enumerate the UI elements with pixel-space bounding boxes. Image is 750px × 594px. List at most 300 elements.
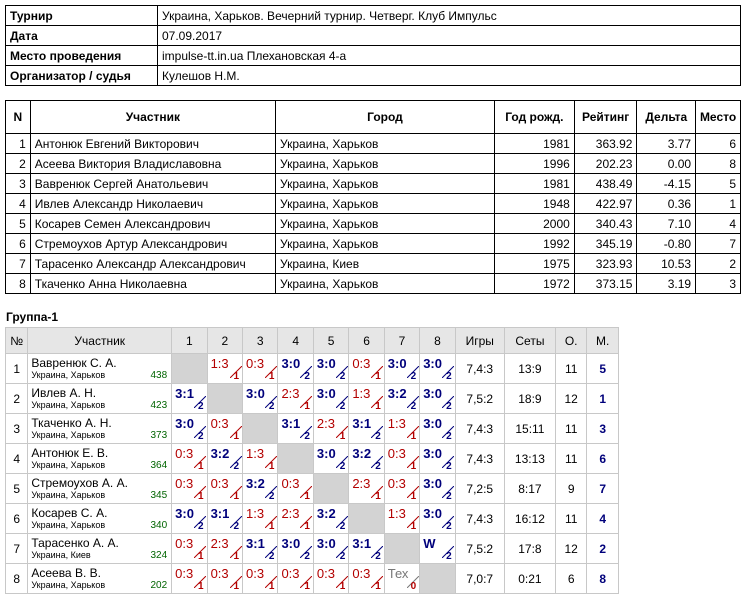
participant-cell: 2 — [696, 254, 741, 274]
match-score: 3:0 — [281, 536, 301, 551]
match-result-cell — [172, 534, 207, 564]
points-cell: 6 — [555, 564, 586, 594]
match-result-cell — [384, 444, 419, 474]
info-key: Организатор / судья — [6, 66, 158, 86]
match-points: 2 — [339, 521, 346, 532]
match-result-cell — [243, 504, 278, 534]
participant-cell: Косарев Семен Александрович — [30, 214, 275, 234]
participant-cell: 438.49 — [574, 174, 637, 194]
match-points: 1 — [268, 461, 275, 472]
group-header-cell: 2 — [207, 328, 242, 354]
participant-row — [6, 274, 741, 294]
match-result-cell — [172, 564, 207, 594]
participant-cell: Украина, Киев — [275, 254, 494, 274]
match-result-cell — [384, 384, 419, 414]
player-rating: 202 — [150, 580, 168, 591]
match-result-cell — [172, 474, 207, 504]
match-result-cell — [313, 444, 348, 474]
participant-cell: Асеева Виктория Владиславовна — [30, 154, 275, 174]
match-result-cell — [349, 414, 384, 444]
player-city: Украина, Харьков — [31, 460, 106, 470]
match-result-cell — [278, 534, 313, 564]
match-result-cell — [420, 444, 455, 474]
participant-cell: Тарасенко Александр Александрович — [30, 254, 275, 274]
player-city: Украина, Харьков — [31, 430, 106, 440]
group-row — [6, 444, 619, 474]
match-result-cell — [349, 354, 384, 384]
match-score: 0:3 — [246, 356, 265, 371]
match-score: 3:1 — [281, 416, 301, 431]
participant-cell: 1 — [6, 134, 31, 154]
participant-cell: 1975 — [494, 254, 574, 274]
match-score: 3:1 — [352, 536, 372, 551]
match-result-cell — [207, 534, 242, 564]
group-header-cell: Участник — [28, 328, 172, 354]
group-results-table — [5, 327, 619, 594]
games-cell: 7,5:2 — [455, 534, 504, 564]
match-points: 2 — [304, 371, 310, 382]
group-row-number: 2 — [6, 384, 28, 414]
games-cell: 7,0:7 — [455, 564, 504, 594]
participant-cell: Ткаченко Анна Николаевна — [30, 274, 275, 294]
participant-cell: Антонюк Евгений Викторович — [30, 134, 275, 154]
match-points: 2 — [339, 401, 346, 412]
match-score: 3:2 — [387, 386, 407, 401]
match-points: 2 — [198, 401, 204, 412]
participant-cell: Стремоухов Артур Александрович — [30, 234, 275, 254]
match-score: 3:0 — [387, 356, 407, 371]
sets-cell: 15:11 — [504, 414, 555, 444]
group-header-cell: Сеты — [504, 328, 555, 354]
sets-cell: 0:21 — [504, 564, 555, 594]
match-result-cell — [278, 354, 313, 384]
match-score: 0:3 — [387, 446, 406, 461]
info-row — [6, 66, 741, 86]
games-cell: 7,4:3 — [455, 444, 504, 474]
match-score: 0:3 — [210, 476, 229, 491]
match-score: 2:3 — [352, 476, 371, 491]
match-points: 1 — [410, 431, 417, 442]
participant-cell: 3 — [6, 174, 31, 194]
games-cell: 7,5:2 — [455, 384, 504, 414]
participant-cell: 7 — [6, 254, 31, 274]
participant-cell: Ивлев Александр Николаевич — [30, 194, 275, 214]
participant-cell: 373.15 — [574, 274, 637, 294]
match-points: 2 — [446, 461, 452, 472]
player-rating: 340 — [150, 520, 168, 531]
match-score: 3:2 — [352, 446, 372, 461]
place-cell: 1 — [587, 384, 619, 414]
diagonal-cell — [349, 504, 384, 534]
match-result-cell — [313, 534, 348, 564]
player-rating: 373 — [150, 430, 168, 441]
participant-cell: 1972 — [494, 274, 574, 294]
group-header-cell: М. — [587, 328, 619, 354]
match-score: 0:3 — [210, 416, 229, 431]
place-cell: 4 — [587, 504, 619, 534]
sets-cell: 18:9 — [504, 384, 555, 414]
match-result-cell — [420, 504, 455, 534]
group-header-cell: 5 — [313, 328, 348, 354]
match-score: 1:3 — [246, 506, 265, 521]
match-points: 1 — [268, 581, 275, 592]
match-points: 1 — [304, 401, 310, 412]
place-cell: 2 — [587, 534, 619, 564]
match-points: 2 — [304, 431, 310, 442]
match-result-cell — [243, 444, 278, 474]
participant-row — [6, 214, 741, 234]
group-row-number: 1 — [6, 354, 28, 384]
match-score: 1:3 — [387, 506, 406, 521]
match-result-cell — [349, 474, 384, 504]
match-points: 1 — [375, 491, 381, 502]
points-cell: 12 — [555, 534, 586, 564]
match-score: 1:3 — [246, 446, 265, 461]
participant-cell: Украина, Харьков — [275, 214, 494, 234]
match-points: 0 — [410, 581, 417, 592]
match-score: 1:3 — [387, 416, 406, 431]
participant-cell: Украина, Харьков — [275, 134, 494, 154]
group-row — [6, 354, 619, 384]
player-rating: 423 — [150, 400, 168, 411]
match-score: 3:1 — [246, 536, 265, 551]
participants-header-cell: Дельта — [637, 101, 696, 134]
info-value: impulse-tt.in.ua Плехановская 4-а — [158, 46, 741, 66]
match-points: 1 — [304, 491, 310, 502]
participant-cell: 0.36 — [637, 194, 696, 214]
group-title: Группа-1 — [6, 310, 59, 324]
player-name: Вавренюк С. А. — [31, 356, 117, 370]
sets-cell: 13:9 — [504, 354, 555, 384]
match-result-cell — [278, 384, 313, 414]
match-result-cell — [243, 564, 278, 594]
match-score: 0:3 — [175, 476, 194, 491]
participants-header-row — [6, 101, 741, 134]
match-result-cell — [207, 444, 242, 474]
group-player-cell — [28, 534, 172, 564]
group-row — [6, 504, 619, 534]
participants-header-cell: Участник — [30, 101, 275, 134]
games-cell: 7,4:3 — [455, 504, 504, 534]
place-cell: 5 — [587, 354, 619, 384]
match-result-cell — [172, 414, 207, 444]
match-result-cell — [207, 474, 242, 504]
group-header-row — [6, 328, 619, 354]
match-result-cell — [313, 414, 348, 444]
group-player-cell — [28, 414, 172, 444]
participant-cell: 6 — [696, 134, 741, 154]
participant-cell: 2 — [6, 154, 31, 174]
match-score: 3:0 — [423, 446, 442, 461]
match-points: 2 — [446, 371, 452, 382]
player-city: Украина, Харьков — [31, 580, 106, 590]
participant-cell: 1948 — [494, 194, 574, 214]
match-result-cell — [243, 354, 278, 384]
group-header-cell: Игры — [455, 328, 504, 354]
match-score: 3:0 — [316, 536, 336, 551]
participant-cell: Украина, Харьков — [275, 154, 494, 174]
match-score: 3:0 — [316, 446, 336, 461]
match-result-cell — [349, 534, 384, 564]
match-score: 2:3 — [281, 506, 300, 521]
participant-cell: 1996 — [494, 154, 574, 174]
participant-cell: 363.92 — [574, 134, 637, 154]
participant-cell: 8 — [696, 154, 741, 174]
match-score: 0:3 — [352, 356, 371, 371]
match-score: 3:0 — [246, 386, 265, 401]
participant-cell: 8 — [6, 274, 31, 294]
participant-cell: 7.10 — [637, 214, 696, 234]
games-cell: 7,2:5 — [455, 474, 504, 504]
group-header-cell: 8 — [420, 328, 455, 354]
player-city: Украина, Харьков — [31, 370, 106, 380]
match-points: 1 — [410, 491, 417, 502]
group-row-number: 3 — [6, 414, 28, 444]
participants-header-cell: N — [6, 101, 31, 134]
participants-header-cell: Место — [696, 101, 741, 134]
match-result-cell — [420, 534, 455, 564]
match-result-cell — [420, 354, 455, 384]
group-header-cell: 7 — [384, 328, 419, 354]
match-score: 3:0 — [316, 356, 336, 371]
match-score: 3:0 — [423, 506, 442, 521]
match-points: 1 — [268, 521, 275, 532]
participants-header-cell: Год рожд. — [494, 101, 574, 134]
match-score: 0:3 — [281, 476, 300, 491]
match-points: 2 — [304, 551, 310, 562]
participant-cell: 10.53 — [637, 254, 696, 274]
match-points: 2 — [410, 401, 417, 412]
info-row — [6, 46, 741, 66]
match-points: 1 — [233, 431, 240, 442]
match-points: 2 — [268, 551, 275, 562]
group-header-cell: № — [6, 328, 28, 354]
participant-cell: Украина, Харьков — [275, 174, 494, 194]
match-points: 2 — [375, 461, 381, 472]
match-points: 2 — [446, 551, 452, 562]
player-city: Украина, Харьков — [31, 400, 106, 410]
info-value: 07.09.2017 — [158, 26, 741, 46]
match-points: 2 — [198, 521, 204, 532]
participant-cell: 4 — [696, 214, 741, 234]
match-result-cell — [172, 504, 207, 534]
info-row — [6, 6, 741, 26]
match-result-cell — [420, 474, 455, 504]
games-cell: 7,4:3 — [455, 354, 504, 384]
match-result-cell — [420, 384, 455, 414]
place-cell: 3 — [587, 414, 619, 444]
match-points: 1 — [375, 581, 381, 592]
group-row-number: 6 — [6, 504, 28, 534]
group-header-cell: 4 — [278, 328, 313, 354]
info-key: Дата — [6, 26, 158, 46]
info-key: Место проведения — [6, 46, 158, 66]
match-points: 2 — [446, 491, 452, 502]
sets-cell: 13:13 — [504, 444, 555, 474]
info-key: Турнир — [6, 6, 158, 26]
match-score: 2:3 — [281, 386, 300, 401]
match-score: 3:1 — [175, 386, 194, 401]
match-points: 1 — [410, 521, 417, 532]
player-name: Тарасенко А. А. — [31, 536, 119, 550]
match-score: 3:0 — [281, 356, 301, 371]
player-city: Украина, Киев — [31, 550, 91, 560]
points-cell: 11 — [555, 414, 586, 444]
group-player-cell — [28, 444, 172, 474]
participant-cell: 3 — [696, 274, 741, 294]
group-row-number: 5 — [6, 474, 28, 504]
match-result-cell — [384, 504, 419, 534]
match-result-cell — [384, 414, 419, 444]
match-result-cell — [420, 414, 455, 444]
participant-cell: 7 — [696, 234, 741, 254]
group-row — [6, 534, 619, 564]
match-points: 2 — [446, 431, 452, 442]
group-header-cell: 6 — [349, 328, 384, 354]
match-points: 1 — [304, 521, 310, 532]
participant-cell: 1981 — [494, 134, 574, 154]
match-points: 1 — [233, 551, 240, 562]
match-score: 3:2 — [316, 506, 336, 521]
match-score: Тех — [387, 566, 409, 581]
points-cell: 9 — [555, 474, 586, 504]
match-result-cell — [313, 504, 348, 534]
match-points: 1 — [233, 581, 240, 592]
match-points: 1 — [268, 371, 275, 382]
participant-cell: 345.19 — [574, 234, 637, 254]
participant-cell: 3.77 — [637, 134, 696, 154]
group-row — [6, 564, 619, 594]
sets-cell: 17:8 — [504, 534, 555, 564]
match-score: 0:3 — [175, 566, 194, 581]
match-result-cell — [349, 384, 384, 414]
diagonal-cell — [207, 384, 242, 414]
diagonal-cell — [172, 354, 207, 384]
match-score: 2:3 — [316, 416, 335, 431]
place-cell: 7 — [587, 474, 619, 504]
match-result-cell — [278, 504, 313, 534]
points-cell: 11 — [555, 354, 586, 384]
match-points: 2 — [446, 521, 452, 532]
match-points: 1 — [375, 371, 381, 382]
tournament-info-table — [5, 5, 741, 86]
participants-header-cell: Город — [275, 101, 494, 134]
participant-cell: Украина, Харьков — [275, 274, 494, 294]
group-header-cell: О. — [555, 328, 586, 354]
match-result-cell — [207, 414, 242, 444]
match-score: 3:1 — [352, 416, 372, 431]
participant-cell: -0.80 — [637, 234, 696, 254]
group-row-number: 8 — [6, 564, 28, 594]
place-cell: 8 — [587, 564, 619, 594]
match-score: 3:0 — [316, 386, 336, 401]
match-result-cell — [207, 564, 242, 594]
player-name: Косарев С. А. — [31, 506, 108, 520]
group-row — [6, 414, 619, 444]
match-points: 2 — [446, 401, 452, 412]
match-points: 1 — [198, 581, 204, 592]
group-row — [6, 474, 619, 504]
player-rating: 324 — [150, 550, 168, 561]
match-score: 3:2 — [246, 476, 265, 491]
match-points: 1 — [198, 491, 204, 502]
participant-cell: 6 — [6, 234, 31, 254]
player-city: Украина, Харьков — [31, 520, 106, 530]
participant-row — [6, 174, 741, 194]
participant-cell: Украина, Харьков — [275, 194, 494, 214]
participants-table — [5, 100, 741, 294]
match-score: 0:3 — [246, 566, 265, 581]
player-name: Стремоухов А. А. — [31, 476, 128, 490]
match-score: 0:3 — [175, 446, 194, 461]
match-result-cell — [384, 474, 419, 504]
match-score: 3:0 — [175, 506, 194, 521]
points-cell: 11 — [555, 444, 586, 474]
match-score: 0:3 — [316, 566, 335, 581]
match-score: 3:0 — [423, 386, 442, 401]
participant-cell: 323.93 — [574, 254, 637, 274]
participant-row — [6, 194, 741, 214]
match-score: 3:0 — [423, 416, 442, 431]
match-points: 2 — [339, 461, 346, 472]
player-name: Асеева В. В. — [31, 566, 101, 580]
place-cell: 6 — [587, 444, 619, 474]
group-player-cell — [28, 354, 172, 384]
diagonal-cell — [243, 414, 278, 444]
match-score: 3:0 — [423, 356, 442, 371]
match-result-cell — [243, 474, 278, 504]
participants-header-cell: Рейтинг — [574, 101, 637, 134]
games-cell: 7,4:3 — [455, 414, 504, 444]
match-result-cell — [172, 444, 207, 474]
match-result-cell — [313, 354, 348, 384]
match-points: 1 — [410, 461, 417, 472]
participant-row — [6, 154, 741, 174]
match-points: 1 — [339, 581, 346, 592]
group-row-number: 4 — [6, 444, 28, 474]
match-result-cell — [243, 384, 278, 414]
match-points: 2 — [268, 491, 275, 502]
info-value: Кулешов Н.М. — [158, 66, 741, 86]
match-points: 2 — [339, 371, 346, 382]
player-name: Антонюк Е. В. — [31, 446, 109, 460]
match-score: 3:2 — [210, 446, 230, 461]
participant-cell: 1 — [696, 194, 741, 214]
match-points: 1 — [233, 371, 240, 382]
match-points: 2 — [410, 371, 417, 382]
match-points: 2 — [339, 551, 346, 562]
match-result-cell — [384, 354, 419, 384]
group-player-cell — [28, 504, 172, 534]
match-score: 0:3 — [175, 536, 194, 551]
participant-cell: Украина, Харьков — [275, 234, 494, 254]
match-points: 1 — [198, 551, 204, 562]
diagonal-cell — [384, 534, 419, 564]
participant-cell: 1981 — [494, 174, 574, 194]
group-player-cell — [28, 384, 172, 414]
match-score: 0:3 — [387, 476, 406, 491]
player-rating: 438 — [150, 370, 168, 381]
player-name: Ивлев А. Н. — [31, 386, 97, 400]
match-score: 3:0 — [175, 416, 194, 431]
match-score: 2:3 — [210, 536, 229, 551]
match-result-cell — [349, 564, 384, 594]
participant-cell: 5 — [6, 214, 31, 234]
group-header-cell: 1 — [172, 328, 207, 354]
match-result-cell — [384, 564, 419, 594]
participant-cell: 2000 — [494, 214, 574, 234]
match-points: 2 — [375, 431, 381, 442]
